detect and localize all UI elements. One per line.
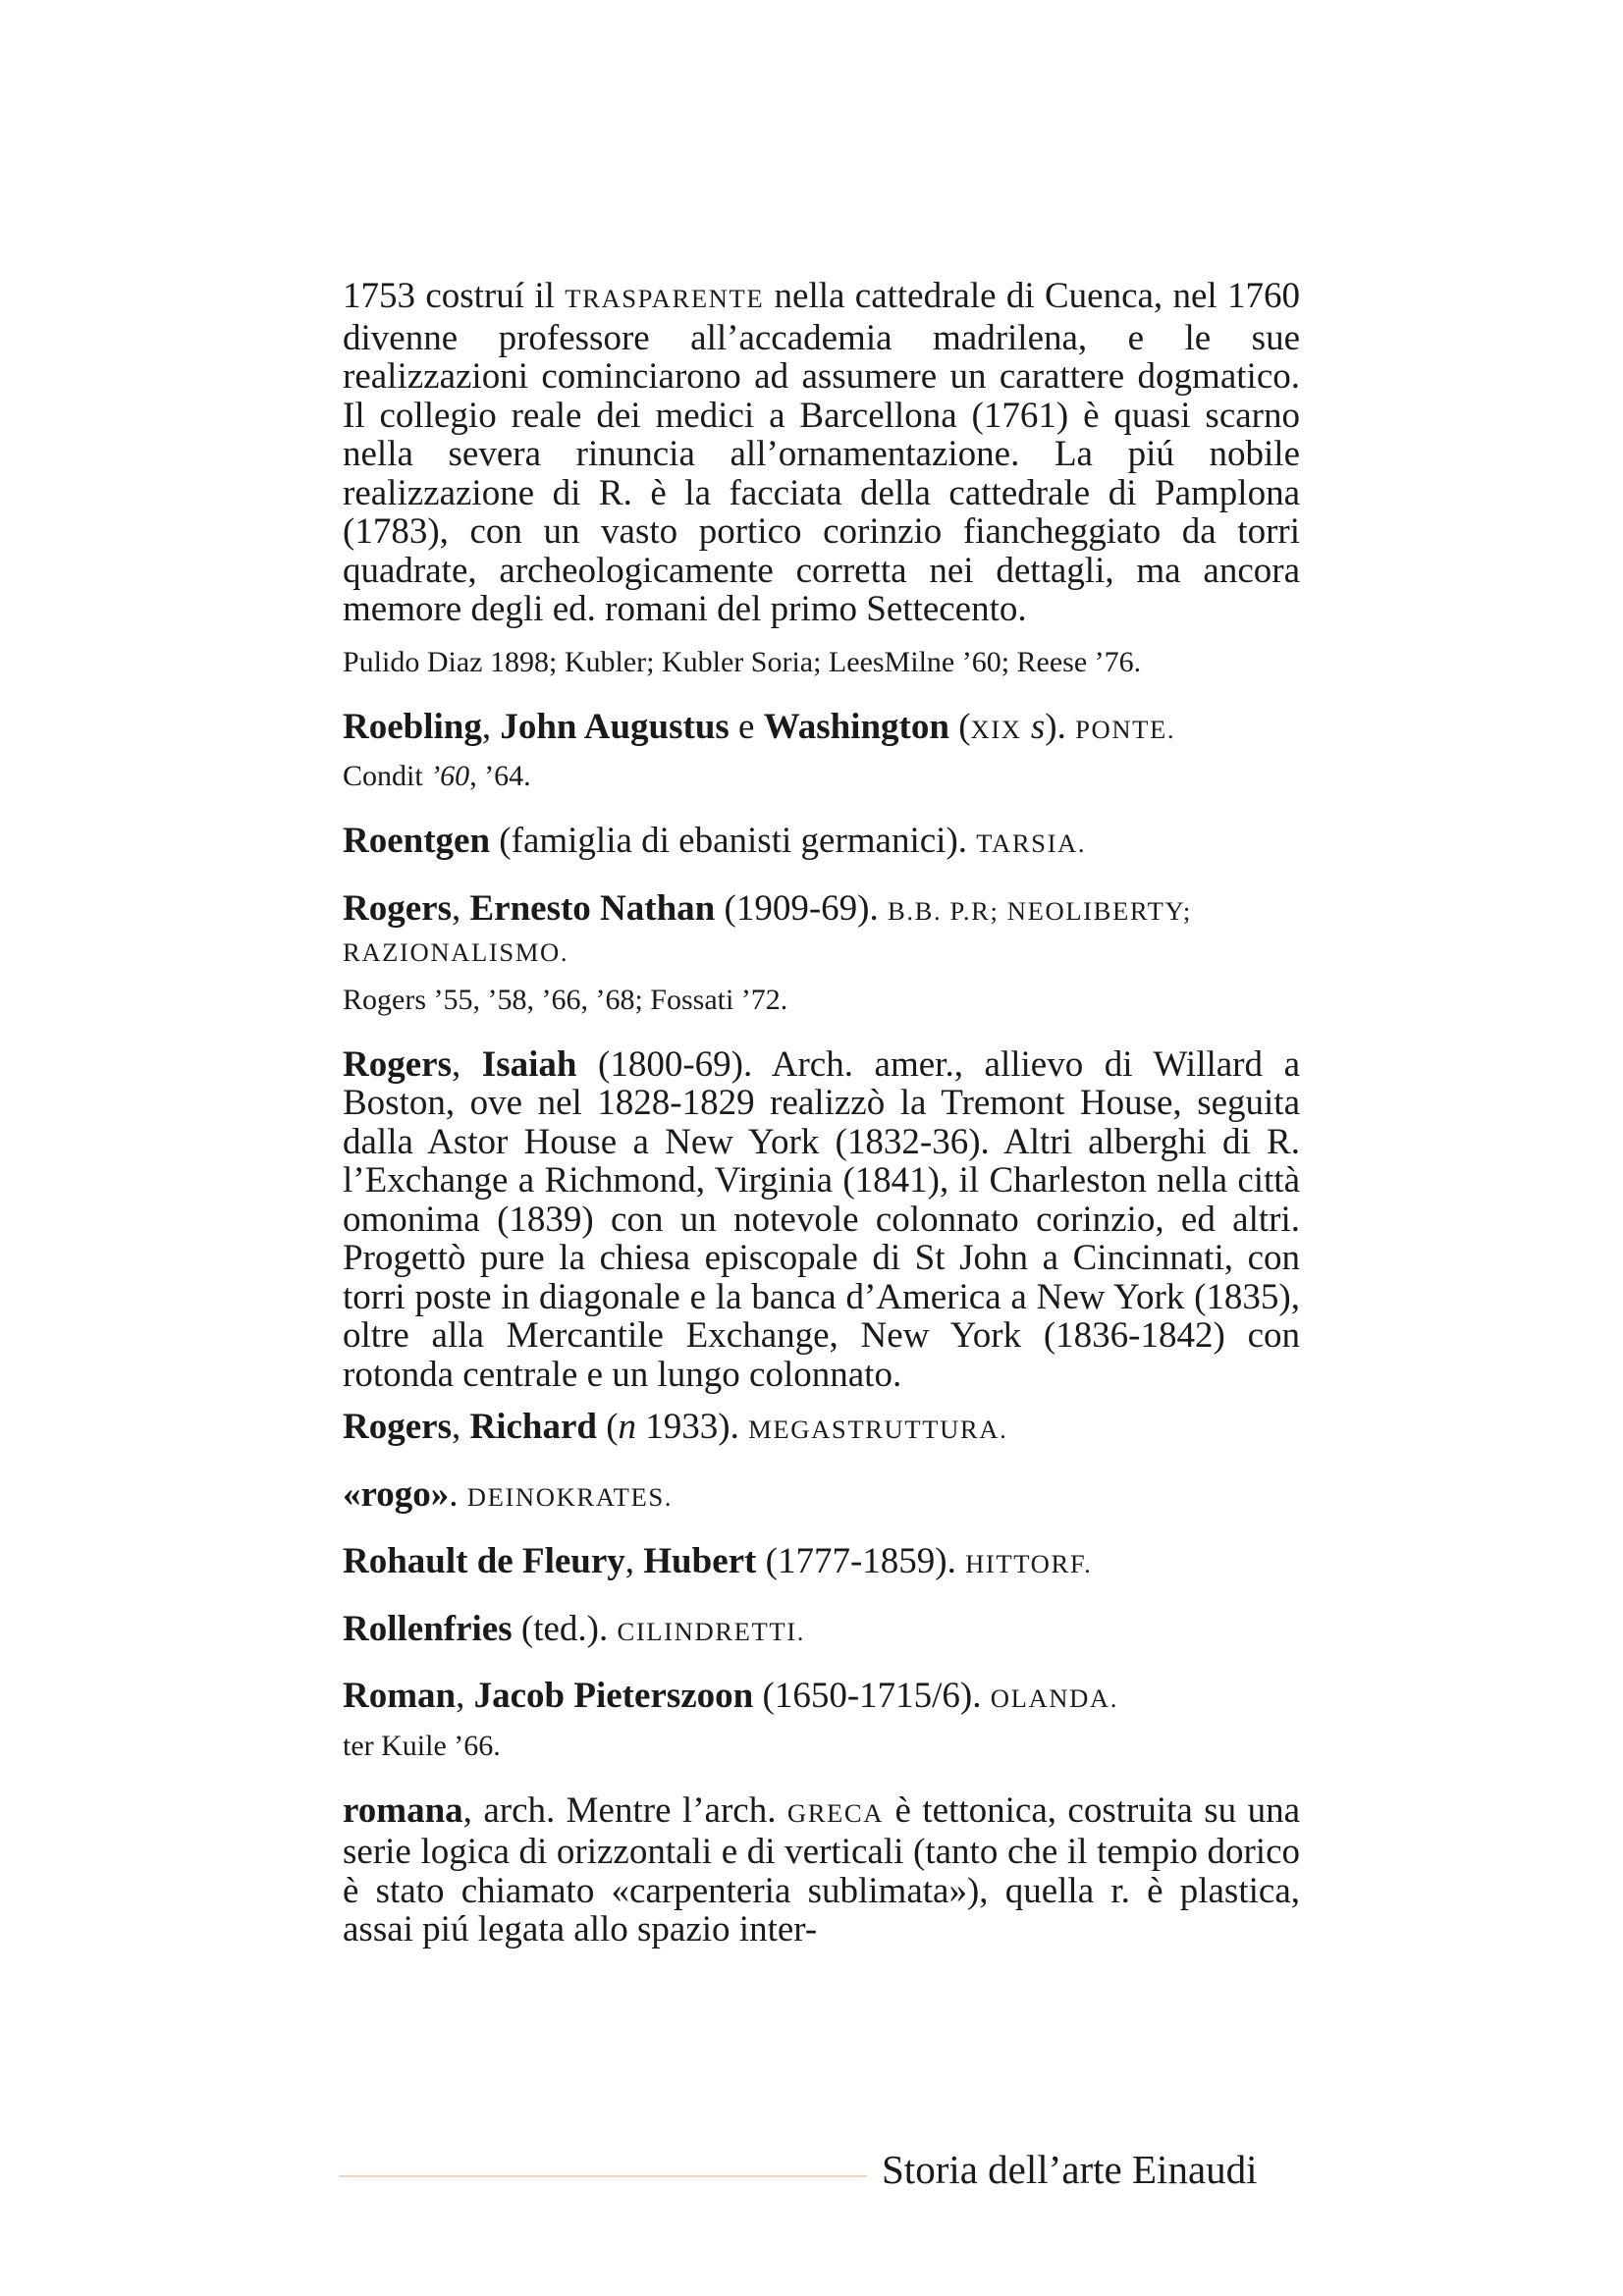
headword: Jacob Pieterszoon: [473, 1676, 754, 1716]
bibliography: Condit ’60, ’64.: [343, 760, 531, 792]
cross-reference: MEGASTRUTTURA.: [748, 1415, 1008, 1444]
headword: Rogers: [343, 887, 452, 929]
headword: «rogo»: [343, 1473, 450, 1515]
footer-title: Storia dell’arte Einaudi: [882, 2147, 1258, 2192]
headword: Ernesto Nathan: [469, 887, 716, 929]
cross-reference: OLANDA.: [990, 1683, 1118, 1713]
headword: Rohault de Fleury: [343, 1541, 625, 1581]
headword: Roentgen: [343, 821, 491, 861]
headword: Rollenfries: [343, 1608, 513, 1649]
cross-reference: GRECA: [786, 1797, 885, 1828]
cross-reference: HITTORF.: [965, 1549, 1093, 1578]
entry-rogo: «rogo». DEINOKRATES.: [343, 1473, 674, 1515]
headword: Rogers: [343, 1407, 452, 1447]
entry-continuation: 1753 costruí il TRASPARENTE nella cattedrale di Cuenca, nel 1760 divenne professore all’accademia madrilena, e le sue realizzazioni cominciarono ad assumere un carattere dogmatico. Il collegio reale dei medici a Barcellona (1761) è quasi scarno nella severa rinuncia all’ornamentazione. La piú nobile realizzazione di R. è la facciata della cattedrale di Pamplona (1783), con un vasto portico corinzio fiancheggiato da torri quadrate, archeologicamente corretta nei dettagli, ma ancora memore degli ed. romani del primo Settecento.: [343, 276, 1300, 629]
headword: Roman: [343, 1676, 457, 1716]
bibliography: Rogers ’55, ’58, ’66, ’68; Fossati ’72.: [343, 983, 788, 1016]
cross-reference: DEINOKRATES.: [466, 1481, 674, 1512]
entry-rogers-isaiah: Rogers, Isaiah (1800-69). Arch. amer., allievo di Willard a Boston, ove nel 1828-1829 realizzò la Tremont House, seguita dalla Astor House a New York (1832-36). Altri alberghi di R. l’Exchange a Richmond, Virginia (1841), il Charleston nella città omonima (1839) con un notevole colonnato corinzio, ed altri. Progettò pure la chiesa episcopale di St John a Cincinnati, con torri poste in diagonale e la banca d’America a New York (1835), oltre alla Mercantile Exchange, New York (1836-1842) con rotonda centrale e un lungo colonnato.: [343, 1043, 1300, 1395]
headword: Roebling: [343, 706, 482, 747]
cross-reference: PONTE.: [1075, 714, 1176, 744]
text-column: [343, 277, 1300, 1949]
entry-rogers-richard: Rogers, Richard (n 1933). MEGASTRUTTURA.: [343, 1407, 1008, 1447]
headword: John Augustus: [500, 706, 730, 747]
cross-reference: CILINDRETTI.: [617, 1616, 805, 1646]
headword: Hubert: [643, 1541, 757, 1581]
headword: Richard: [469, 1407, 597, 1447]
entry-rogers-ernesto: Rogers, Ernesto Nathan (1909-69). B.B. P.R; NEOLIBERTY; RAZIONALISMO.: [343, 887, 1192, 967]
bibliography: Pulido Diaz 1898; Kubler; Kubler Soria; LeesMilne ’60; Reese ’76.: [343, 645, 1142, 678]
entry-rollenfries: Rollenfries (ted.). CILINDRETTI.: [343, 1608, 805, 1649]
entry-romana: romana, arch. Mentre l’arch. GRECA è tettonica, costruita su una serie logica di orizzontali e di verticali (tanto che il tempio dorico è stato chiamato «carpenteria sublimata»), quella r. è plastica, assai piú legata allo spazio inter-: [343, 1789, 1300, 1949]
headword: Rogers: [343, 1043, 452, 1085]
footer-rule: [339, 2175, 867, 2177]
cross-reference: B.B. P.R; NEOLIBERTY; RAZIONALISMO.: [343, 895, 1192, 967]
headword: Isaiah: [481, 1043, 577, 1085]
cross-reference: TRASPARENTE: [565, 284, 765, 313]
entry-rohault: Rohault de Fleury, Hubert (1777-1859). HITTORF.: [343, 1541, 1093, 1581]
entry-roman: Roman, Jacob Pieterszoon (1650-1715/6). OLANDA.: [343, 1676, 1118, 1716]
cross-reference: TARSIA.: [976, 828, 1087, 858]
bibliography: ter Kuile ’66.: [343, 1729, 501, 1762]
entry-roebling: Roebling, John Augustus e Washington (XIX s). PONTE.: [343, 706, 1176, 747]
entry-roentgen: Roentgen (famiglia di ebanisti germanici). TARSIA.: [343, 821, 1087, 861]
headword: Washington: [763, 706, 949, 747]
headword: romana: [343, 1789, 463, 1831]
